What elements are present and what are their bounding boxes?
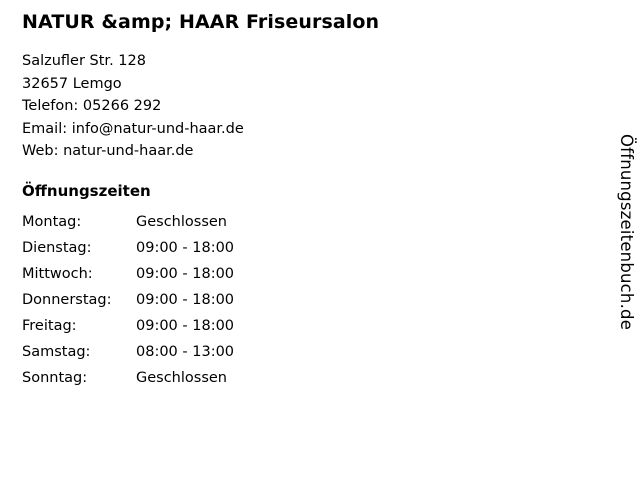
table-row xyxy=(22,343,296,369)
day-hours: 09:00 - 18:00 xyxy=(136,239,235,256)
table-row xyxy=(22,213,296,239)
day-hours: 08:00 - 13:00 xyxy=(136,343,235,360)
website-line: Web: natur-und-haar.de xyxy=(22,143,194,159)
day-hours: Geschlossen xyxy=(136,369,227,386)
day-hours: Geschlossen xyxy=(136,213,227,230)
table-row xyxy=(22,369,296,395)
day-hours: 09:00 - 18:00 xyxy=(136,291,235,308)
address-city: 32657 Lemgo xyxy=(22,75,122,92)
email-line: Email: info@natur-und-haar.de xyxy=(22,120,244,137)
table-row xyxy=(22,291,296,317)
day-label: Samstag: xyxy=(22,343,91,360)
opening-hours-table xyxy=(22,213,296,395)
day-label: Sonntag: xyxy=(22,369,88,386)
address-block xyxy=(22,50,602,163)
phone-line: Telefon: 05266 292 xyxy=(22,98,162,114)
opening-hours-heading: Öffnungszeiten xyxy=(22,181,151,200)
business-info-card xyxy=(22,10,602,395)
day-label: Montag: xyxy=(22,213,82,230)
day-hours: 09:00 - 18:00 xyxy=(136,265,235,282)
day-label: Dienstag: xyxy=(22,239,92,256)
table-row xyxy=(22,317,296,343)
day-label: Donnerstag: xyxy=(22,291,112,308)
page-title: NATUR &amp; HAAR Friseursalon xyxy=(22,11,380,33)
table-row xyxy=(22,265,296,291)
day-label: Freitag: xyxy=(22,317,77,334)
day-label: Mittwoch: xyxy=(22,265,93,282)
watermark-label: Öffnungszeitenbuch.de xyxy=(617,134,636,331)
address-street: Salzufler Str. 128 xyxy=(22,53,146,69)
table-row xyxy=(22,239,296,265)
day-hours: 09:00 - 18:00 xyxy=(136,317,235,334)
